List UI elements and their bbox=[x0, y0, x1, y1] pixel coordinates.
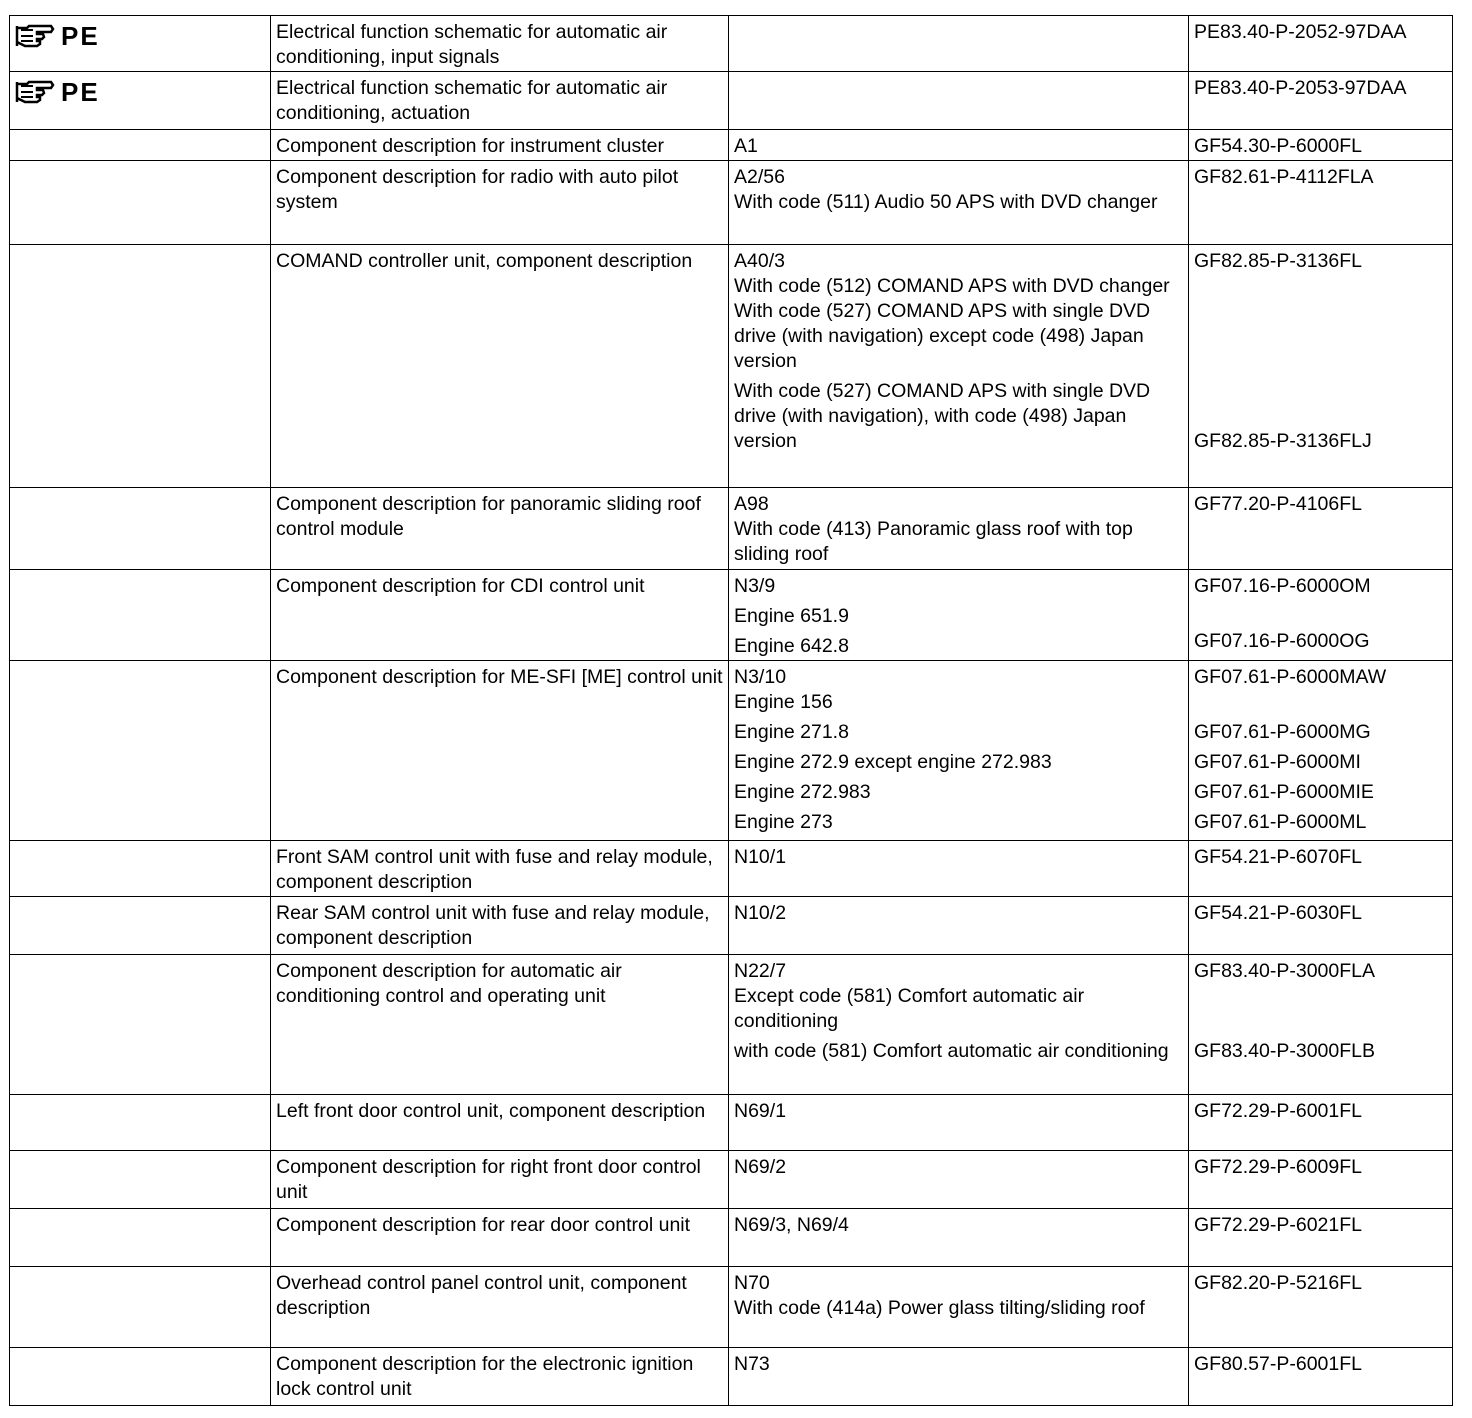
symbol-cell bbox=[10, 72, 271, 130]
doc-cell[interactable] bbox=[1189, 16, 1453, 72]
doc-link[interactable]: GF07.61-P-6000ML bbox=[1194, 811, 1367, 833]
doc-cell[interactable] bbox=[1189, 488, 1453, 570]
ref-cell: A98 With code (413) Panoramic glass roof with top sliding roof bbox=[729, 488, 1189, 570]
doc-link[interactable]: GF07.61-P-6000MI bbox=[1194, 751, 1361, 773]
pointing-hand-icon bbox=[15, 80, 55, 104]
symbol-cell bbox=[10, 130, 271, 161]
doc-cell[interactable] bbox=[1189, 1348, 1453, 1406]
doc-cell[interactable] bbox=[1189, 1095, 1453, 1151]
description-cell: Component description for ME-SFI [ME] control unit bbox=[271, 661, 729, 841]
table-row bbox=[10, 1348, 1453, 1406]
doc-cell[interactable] bbox=[1189, 1209, 1453, 1267]
doc-link[interactable]: GF72.29-P-6021FL bbox=[1194, 1214, 1363, 1236]
doc-cell[interactable] bbox=[1189, 130, 1453, 161]
doc-link[interactable]: GF54.21-P-6070FL bbox=[1194, 846, 1363, 868]
ref-cell: N73 bbox=[729, 1348, 1189, 1406]
symbol-cell bbox=[10, 1209, 271, 1267]
doc-cell[interactable] bbox=[1189, 245, 1453, 488]
symbol-cell bbox=[10, 955, 271, 1095]
symbol-cell bbox=[10, 897, 271, 955]
symbol-cell bbox=[10, 1348, 271, 1406]
table-row bbox=[10, 1095, 1453, 1151]
ref-cell: N3/9 Engine 651.9 Engine 642.8 bbox=[729, 570, 1189, 661]
ref-cell: N10/2 bbox=[729, 897, 1189, 955]
doc-link[interactable]: GF07.16-P-6000OG bbox=[1194, 630, 1370, 652]
description-cell: Electrical function schematic for automatic air conditioning, input signals bbox=[271, 16, 729, 72]
doc-link[interactable]: GF07.61-P-6000MIE bbox=[1194, 781, 1374, 803]
table-row bbox=[10, 1209, 1453, 1267]
symbol-cell bbox=[10, 1095, 271, 1151]
doc-link[interactable]: GF54.30-P-6000FL bbox=[1194, 135, 1363, 157]
doc-link[interactable]: GF07.61-P-6000MG bbox=[1194, 721, 1371, 743]
doc-cell[interactable] bbox=[1189, 1151, 1453, 1209]
doc-link[interactable]: GF83.40-P-3000FLB bbox=[1194, 1040, 1376, 1062]
doc-cell[interactable] bbox=[1189, 841, 1453, 897]
table-row bbox=[10, 570, 1453, 661]
ref-cell bbox=[729, 16, 1189, 72]
symbol-cell bbox=[10, 841, 271, 897]
symbol-cell bbox=[10, 570, 271, 661]
ref-cell: N22/7 Except code (581) Comfort automatic air conditioning with code (581) Comfort automatic air conditioning bbox=[729, 955, 1189, 1095]
symbol-cell bbox=[10, 1267, 271, 1348]
doc-link[interactable]: PE83.40-P-2052-97DAA bbox=[1194, 21, 1407, 43]
symbol-label: PE bbox=[61, 21, 100, 51]
table-row bbox=[10, 897, 1453, 955]
symbol-label: PE bbox=[61, 77, 100, 107]
doc-cell[interactable] bbox=[1189, 661, 1453, 841]
doc-link[interactable]: GF82.20-P-5216FL bbox=[1194, 1272, 1363, 1294]
doc-cell[interactable] bbox=[1189, 955, 1453, 1095]
doc-link[interactable]: GF72.29-P-6001FL bbox=[1194, 1100, 1363, 1122]
ref-cell: N69/2 bbox=[729, 1151, 1189, 1209]
description-cell: Component description for automatic air conditioning control and operating unit bbox=[271, 955, 729, 1095]
description-cell: Electrical function schematic for automatic air conditioning, actuation bbox=[271, 72, 729, 130]
table-row bbox=[10, 161, 1453, 245]
description-cell: Rear SAM control unit with fuse and relay module, component description bbox=[271, 897, 729, 955]
table-row bbox=[10, 72, 1453, 130]
doc-link[interactable]: GF07.16-P-6000OM bbox=[1194, 575, 1371, 597]
description-cell: Component description for the electronic ignition lock control unit bbox=[271, 1348, 729, 1406]
pointing-hand-icon bbox=[15, 24, 55, 48]
description-cell: Overhead control panel control unit, component description bbox=[271, 1267, 729, 1348]
doc-link[interactable]: GF82.85-P-3136FLJ bbox=[1194, 430, 1372, 452]
description-cell: Left front door control unit, component description bbox=[271, 1095, 729, 1151]
table-row bbox=[10, 130, 1453, 161]
table-row bbox=[10, 16, 1453, 72]
table-row bbox=[10, 1267, 1453, 1348]
table-row bbox=[10, 1151, 1453, 1209]
ref-cell: A2/56 With code (511) Audio 50 APS with DVD changer bbox=[729, 161, 1189, 245]
doc-link[interactable]: GF82.61-P-4112FLA bbox=[1194, 166, 1374, 188]
description-cell: Component description for panoramic sliding roof control module bbox=[271, 488, 729, 570]
table-row bbox=[10, 955, 1453, 1095]
doc-cell[interactable] bbox=[1189, 570, 1453, 661]
table-row bbox=[10, 488, 1453, 570]
doc-link[interactable]: GF07.61-P-6000MAW bbox=[1194, 666, 1387, 688]
symbol-cell bbox=[10, 1151, 271, 1209]
doc-cell[interactable] bbox=[1189, 161, 1453, 245]
doc-cell[interactable] bbox=[1189, 897, 1453, 955]
symbol-cell bbox=[10, 16, 271, 72]
doc-link[interactable]: GF72.29-P-6009FL bbox=[1194, 1156, 1363, 1178]
table-row bbox=[10, 841, 1453, 897]
doc-link[interactable]: GF77.20-P-4106FL bbox=[1194, 493, 1363, 515]
table-row bbox=[10, 245, 1453, 488]
ref-cell: A40/3 With code (512) COMAND APS with DVD changer With code (527) COMAND APS with single DVD drive (with navigation) except code (498) Japan version With code (527) COMAND APS with single DVD drive (with navigation), with code (498) Japan version bbox=[729, 245, 1189, 488]
ref-cell: N70 With code (414a) Power glass tilting/sliding roof bbox=[729, 1267, 1189, 1348]
ref-cell: A1 bbox=[729, 130, 1189, 161]
doc-cell[interactable] bbox=[1189, 72, 1453, 130]
doc-link[interactable]: GF82.85-P-3136FL bbox=[1194, 250, 1363, 272]
description-cell: Component description for CDI control unit bbox=[271, 570, 729, 661]
ref-cell: N69/3, N69/4 bbox=[729, 1209, 1189, 1267]
description-cell: Component description for instrument cluster bbox=[271, 130, 729, 161]
description-cell: Component description for rear door control unit bbox=[271, 1209, 729, 1267]
doc-link[interactable]: GF83.40-P-3000FLA bbox=[1194, 960, 1376, 982]
ref-cell: N10/1 bbox=[729, 841, 1189, 897]
ref-cell: N3/10 Engine 156 Engine 271.8 Engine 272.9 except engine 272.983 Engine 272.983 Engine 273 bbox=[729, 661, 1189, 841]
description-cell: Front SAM control unit with fuse and relay module, component description bbox=[271, 841, 729, 897]
table-row bbox=[10, 661, 1453, 841]
symbol-cell bbox=[10, 488, 271, 570]
description-cell: COMAND controller unit, component description bbox=[271, 245, 729, 488]
symbol-cell bbox=[10, 161, 271, 245]
doc-link[interactable]: GF54.21-P-6030FL bbox=[1194, 902, 1363, 924]
doc-link[interactable]: GF80.57-P-6001FL bbox=[1194, 1353, 1363, 1375]
reference-table bbox=[9, 15, 1453, 1406]
ref-cell bbox=[729, 72, 1189, 130]
symbol-cell bbox=[10, 661, 271, 841]
doc-cell[interactable] bbox=[1189, 1267, 1453, 1348]
description-cell: Component description for radio with auto pilot system bbox=[271, 161, 729, 245]
doc-link[interactable]: PE83.40-P-2053-97DAA bbox=[1194, 77, 1407, 99]
description-cell: Component description for right front door control unit bbox=[271, 1151, 729, 1209]
ref-cell: N69/1 bbox=[729, 1095, 1189, 1151]
symbol-cell bbox=[10, 245, 271, 488]
